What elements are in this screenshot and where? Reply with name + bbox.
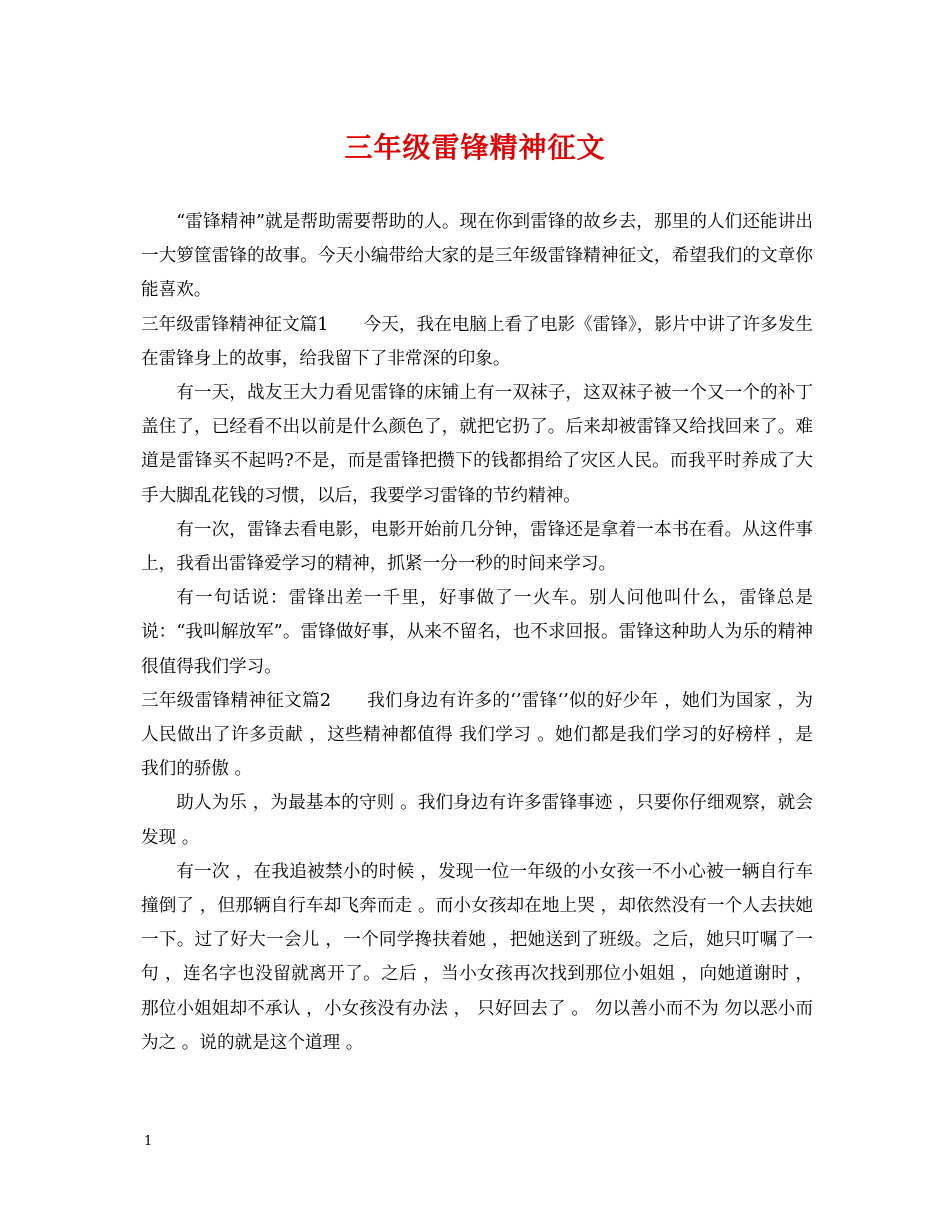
page-number: 1 (144, 1134, 153, 1149)
essay-1-heading-paragraph: 三年级雷锋精神征文篇1 今天，我在电脑上看了电影《雷锋》，影片中讲了许多发生在雷锋身上的故事，给我留下了非常深的印象。 (141, 314, 813, 369)
intro-paragraph: “雷锋精神”就是帮助需要帮助的人。现在你到雷锋的故乡去，那里的人们还能讲出一大箩筐雷锋的故事。今天小编带给大家的是三年级雷锋精神征文，希望我们的文章你能喜欢。 (141, 212, 813, 301)
essay-1-socks-paragraph: 有一天，战友王大力看见雷锋的床铺上有一双袜子，这双袜子被一个又一个的补丁盖住了，已经看不出以前是什么颜色了，就把它扔了。后来却被雷锋又给找回来了。难道是雷锋买不起吗?不是，而是雷锋把攒下的钱都捐给了灾区人民。而我平时养成了大手大脚乱花钱的习惯，以后，我要学习雷锋的节约精神。 (141, 383, 813, 506)
essay-2-story-paragraph: 有一次 ，在我追被禁小的时候 ，发现一位一年级的小女孩一不小心被一辆自行车撞倒了 ，但那辆自行车却飞奔而走 。而小女孩却在地上哭 ，却依然没有一个人去扶她一下。过了好大一会儿 ，一个同学搀扶着她 ，把她送到了班级。之后，她只叮嘱了一句 ，连名字也没留就离开了。之后 ，当小女孩再次找到那位小姐姐 ，向她道谢时 ， 那位小姐姐却不承认 ，小女孩没有办法 ， 只好回去了 。 勿以善小而不为 勿以恶小而为之 。说的就是这个道理 。 (141, 861, 813, 1053)
document-title: 三年级雷锋精神征文 (344, 131, 606, 164)
essay-1-saying-paragraph: 有一句话说：雷锋出差一千里，好事做了一火车。别人问他叫什么，雷锋总是说：“我叫解放军”。雷锋做好事，从来不留名，也不求回报。雷锋这种助人为乐的精神很值得我们学习。 (141, 588, 813, 677)
essay-2-heading-paragraph: 三年级雷锋精神征文篇2 我们身边有许多的‘’雷锋‘’似的好少年 ，她们为国家 ，为人民做出了许多贡献 ，这些精神都值得 我们学习 。她们都是我们学习的好榜样 ，是我们的骄傲 。 (141, 690, 813, 780)
document-body (141, 205, 813, 1060)
essay-2-helping-paragraph: 助人为乐 ，为最基本的守则 。我们身边有许多雷锋事迹 ，只要你仔细观察，就会发现 。 (141, 793, 813, 848)
essay-1-movie-paragraph: 有一次，雷锋去看电影，电影开始前几分钟，雷锋还是拿着一本书在看。从这件事上，我看出雷锋爱学习的精神，抓紧一分一秒的时间来学习。 (141, 519, 813, 575)
